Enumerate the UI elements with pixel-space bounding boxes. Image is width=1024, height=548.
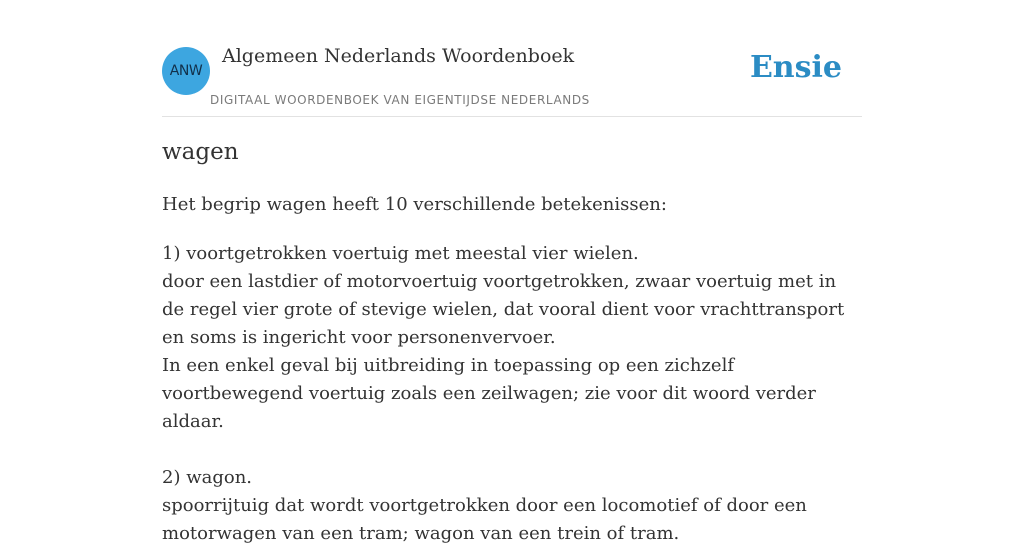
site-subtitle: DIGITAAL WOORDENBOEK VAN EIGENTIJDSE NEDERLANDS [210, 93, 590, 107]
meaning-description: door een lastdier of motorvoertuig voortgetrokken, zwaar voertuig met in de regel vier grote of stevige wielen, dat vooral dient voor vrachttransport en soms is ingericht voor personenvervoer. [162, 271, 845, 348]
meanings-intro: Het begrip wagen heeft 10 verschillende betekenissen: [162, 194, 667, 215]
meaning-item [162, 464, 862, 548]
anw-logo[interactable] [162, 47, 210, 95]
ensie-brand-link[interactable]: Ensie [749, 50, 842, 85]
meanings-list [162, 240, 862, 548]
meaning-description: In een enkel geval bij uitbreiding in toepassing op een zichzelf voortbewegend voertuig zoals een zeilwagen; zie voor dit woord verder aldaar. [162, 355, 816, 432]
content-container [162, 0, 862, 544]
meaning-item [162, 240, 862, 436]
logo-text: ANW [169, 63, 203, 79]
meaning-title: 2) wagon. [162, 467, 253, 488]
word-heading: wagen [162, 139, 239, 165]
site-header [162, 0, 862, 117]
meaning-description: spoorrijtuig dat wordt voortgetrokken door een locomotief of door een motorwagen van een tram; wagon van een trein of tram. [162, 495, 807, 544]
meaning-title: 1) voortgetrokken voertuig met meestal vier wielen. [162, 243, 639, 264]
site-title[interactable]: Algemeen Nederlands Woordenboek [222, 45, 575, 67]
